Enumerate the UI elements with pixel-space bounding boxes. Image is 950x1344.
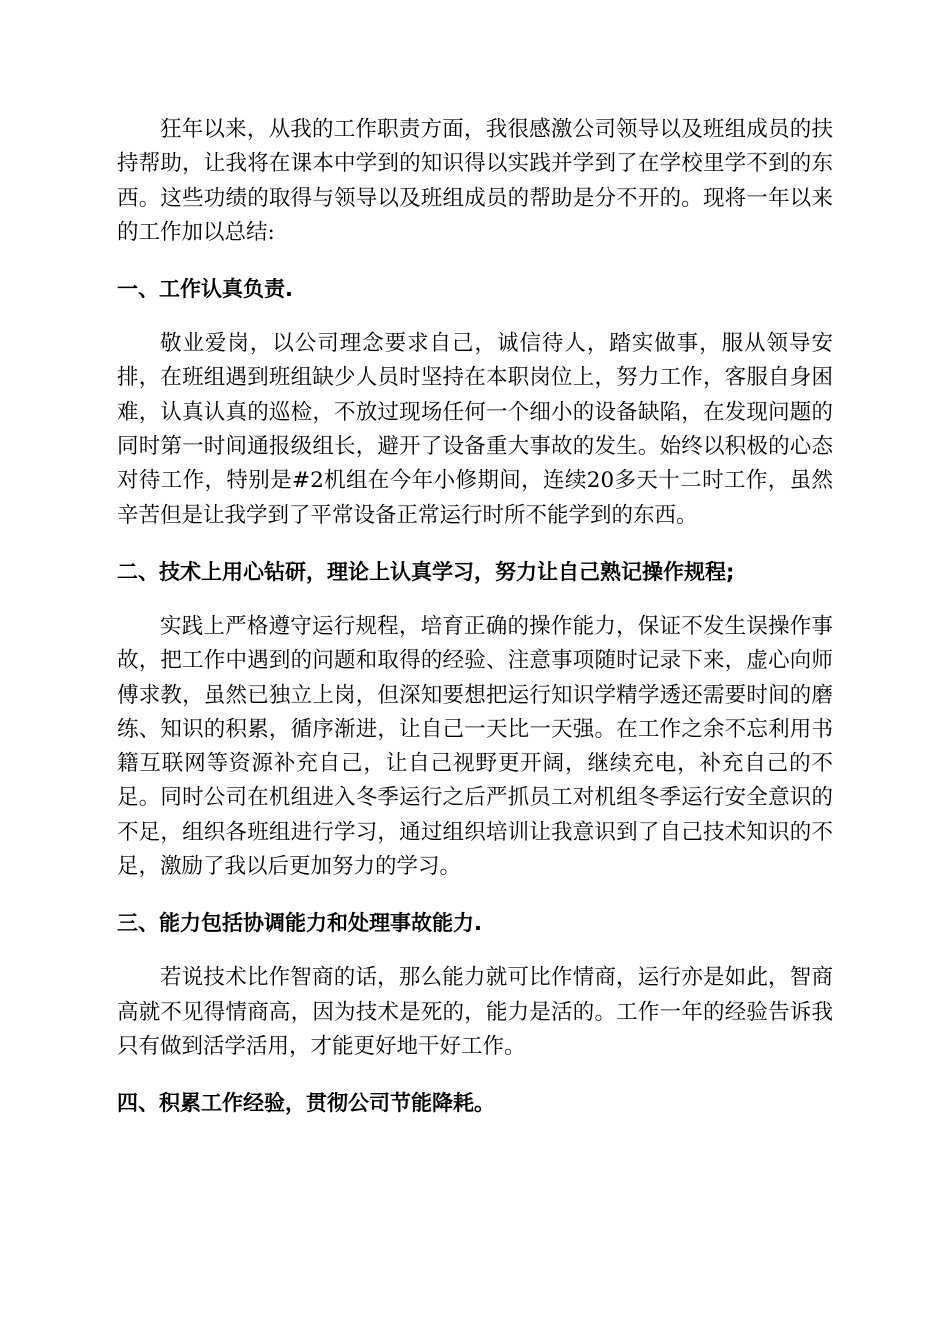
spacer xyxy=(117,533,833,555)
spacer xyxy=(117,1064,833,1086)
spacer xyxy=(117,306,833,327)
section-heading-3: 三、能力包括协调能力和处理事故能力. xyxy=(117,911,482,936)
spacer xyxy=(117,940,833,961)
section-body-3: 若说技术比作智商的话，那么能力就可比作情商，运行亦是如此，智商高就不见得情商高，因为技术是死的，能力是活的。工作一年的经验告诉我只有做到活学活用，才能更好地干好工作。 xyxy=(117,965,833,1059)
section-body-2: 实践上严格遵守运行规程，培育正确的操作能力，保证不发生误操作事故，把工作中遇到的问题和取得的经验、注意事项随时记录下来，虚心向师傅求教，虽然已独立上岗，但深知要想把运行知识学精学透还需要时间的磨练、知识的积累，循序渐进，让自己一天比一天强。在工作之余不忘利用书籍互联网等资源补充自己，让自己视野更开阔，继续充电，补充自己的不足。同时公司在机组进入冬季运行之后严抓员工对机组冬季运行安全意识的不足，组织各班组进行学习，通过组织培训让我意识到了自己技术知识的不足，激励了我以后更加努力的学习。 xyxy=(117,613,833,880)
spacer xyxy=(117,884,833,906)
section-body-1: 敬业爱岗，以公司理念要求自己，诚信待人，踏实做事，服从领导安排，在班组遇到班组缺少人员时坚持在本职岗位上，努力工作，客服自身困难，认真认真的巡检，不放过现场任何一个细小的设备缺陷，在发现问题的同时第一时间通报级组长，避开了设备重大事故的发生。始终以积极的心态对待工作，特别是#2机组在今年小修期间，连续20多天十二时工作，虽然辛苦但是让我学到了平常设备正常运行时所不能学到的东西。 xyxy=(117,331,833,528)
section-heading-4: 四、积累工作经验，贯彻公司节能降耗。 xyxy=(117,1091,495,1116)
section-heading-2: 二、技术上用心钻研，理论上认真学习，努力让自己熟记操作规程; xyxy=(117,559,735,584)
section-heading-1: 一、工作认真负责. xyxy=(117,277,293,302)
intro-paragraph: 狂年以来，从我的工作职责方面，我很感激公司领导以及班组成员的扶持帮助，让我将在课本中学到的知识得以实践并学到了在学校里学不到的东西。这些功绩的取得与领导以及班组成员的帮助是分不开的。现将一年以来的工作加以总结: xyxy=(117,117,833,245)
document-page xyxy=(117,113,833,1120)
spacer xyxy=(117,250,833,272)
spacer xyxy=(117,589,833,610)
